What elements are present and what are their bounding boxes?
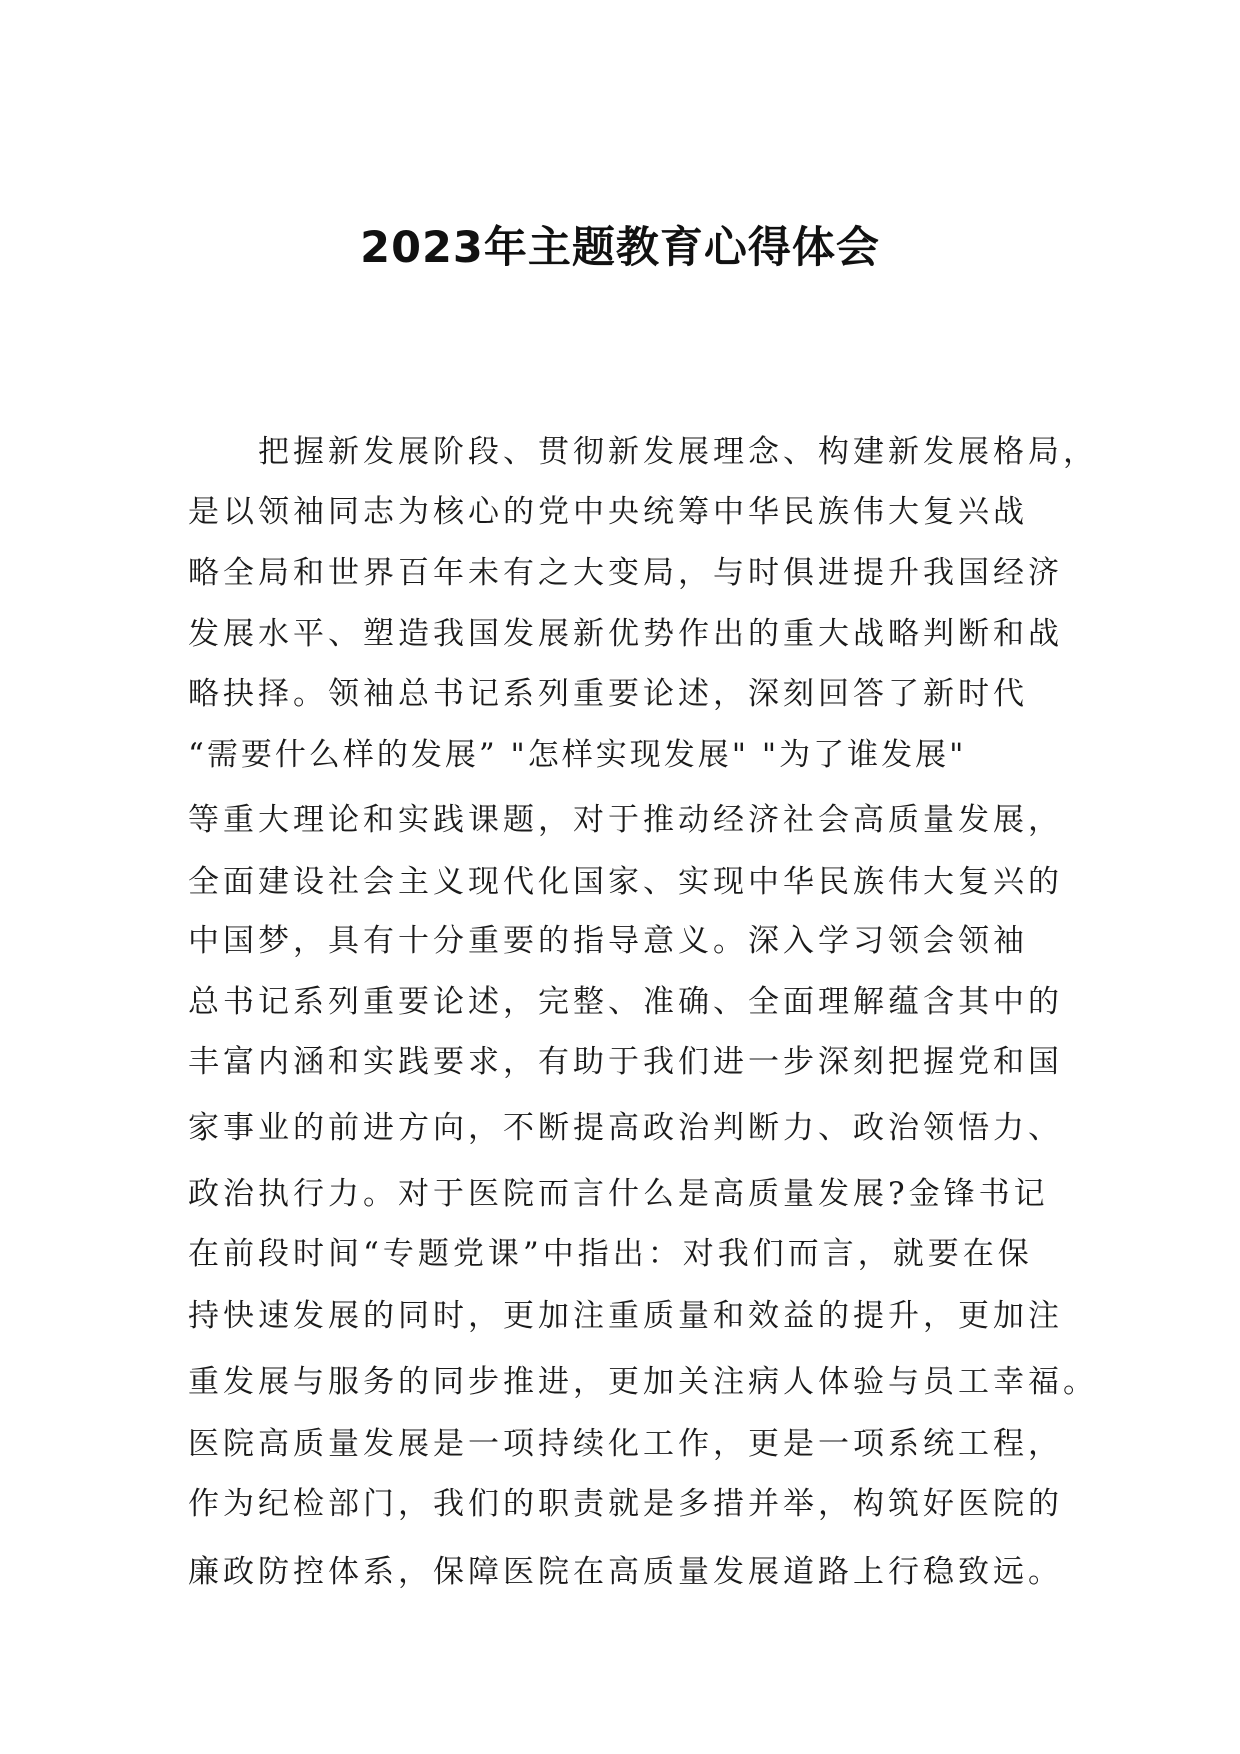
paragraph-line: 在前段时间“专题党课”中指出：对我们而言，就要在保	[188, 1236, 1033, 1272]
paragraph-line: 丰富内涵和实践要求，有助于我们进一步深刻把握党和国	[188, 1044, 1063, 1080]
paragraph-line: 总书记系列重要论述，完整、准确、全面理解蕴含其中的	[188, 984, 1063, 1020]
paragraph-line: 是以领袖同志为核心的党中央统筹中华民族伟大复兴战	[188, 494, 1028, 530]
paragraph-line: 略抉择。领袖总书记系列重要论述，深刻回答了新时代	[188, 676, 1028, 712]
paragraph-line: 政治执行力。对于医院而言什么是高质量发展?金锋书记	[188, 1176, 1049, 1212]
paragraph-line: 全面建设社会主义现代化国家、实现中华民族伟大复兴的	[188, 864, 1063, 900]
paragraph-line: 持快速发展的同时，更加注重质量和效益的提升，更加注	[188, 1298, 1063, 1334]
paragraph-line: 中国梦，具有十分重要的指导意义。深入学习领会领袖	[188, 923, 1028, 959]
paragraph-line: 家事业的前进方向，不断提高政治判断力、政治领悟力、	[188, 1110, 1063, 1146]
paragraph-line: 廉政防控体系，保障医院在高质量发展道路上行稳致远。	[188, 1554, 1063, 1590]
paragraph-line: 等重大理论和实践课题，对于推动经济社会高质量发展，	[188, 802, 1063, 838]
paragraph-line: 作为纪检部门，我们的职责就是多措并举，构筑好医院的	[188, 1486, 1063, 1522]
document-title: 2023年主题教育心得体会	[360, 223, 880, 273]
paragraph-line: “需要什么样的发展” "怎样实现发展" "为了谁发展"	[188, 737, 967, 773]
paragraph-line: 重发展与服务的同步推进，更加关注病人体验与员工幸福。	[188, 1364, 1098, 1400]
paragraph-line: 把握新发展阶段、贯彻新发展理念、构建新发展格局，	[258, 434, 1098, 470]
paragraph-line: 发展水平、塑造我国发展新优势作出的重大战略判断和战	[188, 616, 1063, 652]
paragraph-line: 略全局和世界百年未有之大变局，与时俱进提升我国经济	[188, 555, 1063, 591]
paragraph-line: 医院高质量发展是一项持续化工作，更是一项系统工程，	[188, 1426, 1063, 1462]
